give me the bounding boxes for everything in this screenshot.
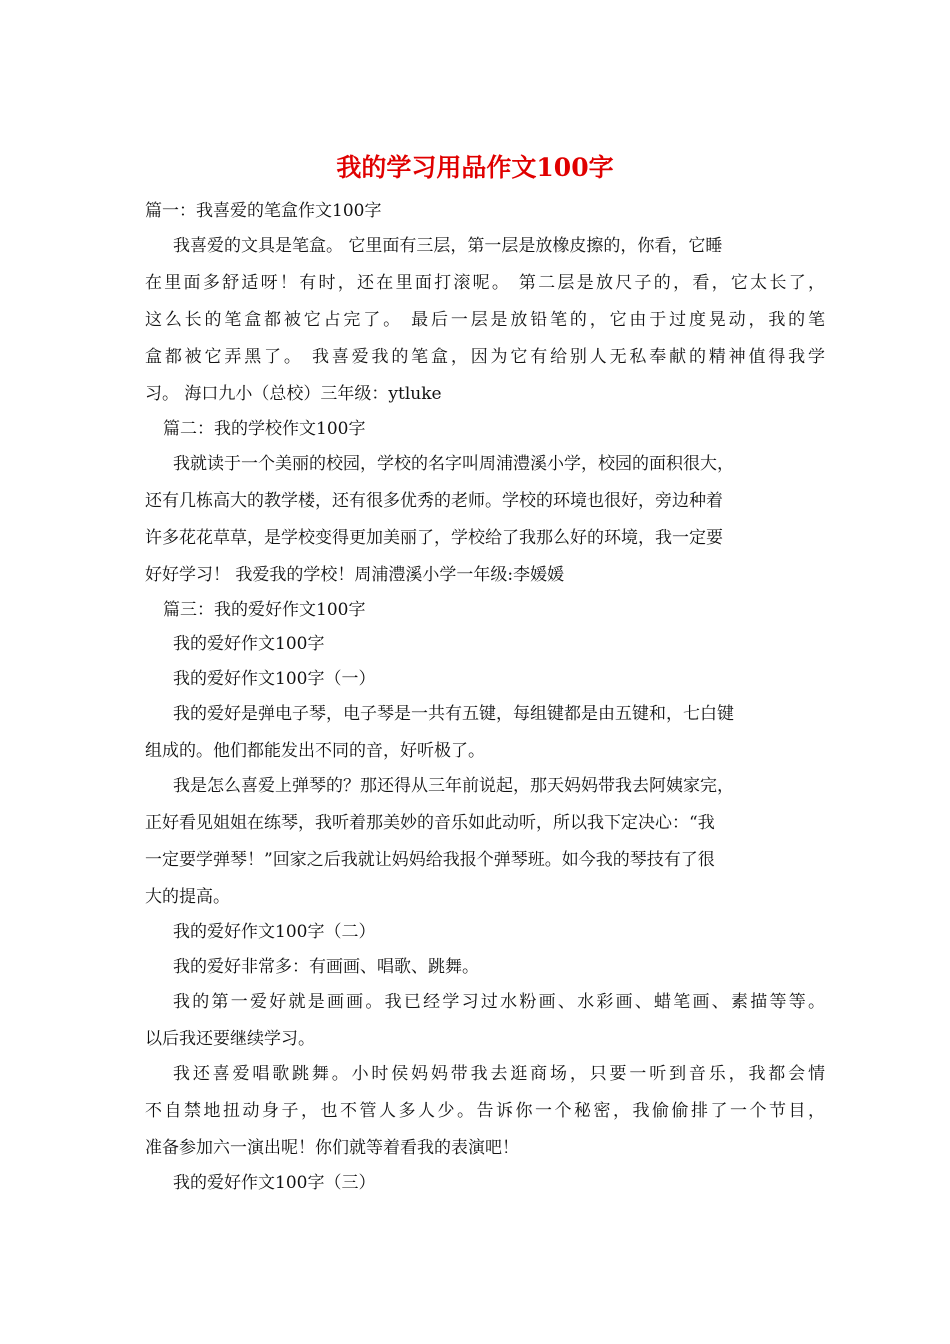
text-line: 我的第一爱好就是画画。我已经学习过水粉画、水彩画、蜡笔画、素描等等。 bbox=[173, 992, 825, 1012]
text-line: 许多花花草草，是学校变得更加美丽了，学校给了我那么好的环境，我一定要 bbox=[145, 528, 723, 548]
text-line: 篇二：我的学校作文100字 bbox=[163, 419, 366, 439]
text-line: 我的爱好作文100字（二） bbox=[173, 922, 376, 942]
text-line: 习。 海口九小（总校）三年级：ytluke bbox=[145, 384, 442, 404]
text-line: 我的爱好非常多：有画画、唱歌、跳舞。 bbox=[173, 957, 479, 977]
text-line: 不自禁地扭动身子，也不管人多人少。告诉你一个秘密，我偷偷排了一个节目， bbox=[145, 1101, 825, 1121]
text-line: 我就读于一个美丽的校园，学校的名字叫周浦澧溪小学，校园的面积很大， bbox=[173, 454, 734, 474]
text-line: 组成的。他们都能发出不同的音，好听极了。 bbox=[145, 741, 485, 761]
text-line: 我的爱好作文100字 bbox=[173, 634, 325, 654]
text-line: 我还喜爱唱歌跳舞。小时侯妈妈带我去逛商场，只要一听到音乐，我都会情 bbox=[173, 1064, 825, 1084]
text-line: 盒都被它弄黑了。 我喜爱我的笔盒，因为它有给别人无私奉献的精神值得我学 bbox=[145, 347, 825, 367]
text-line: 篇三：我的爱好作文100字 bbox=[163, 600, 366, 620]
text-line: 正好看见姐姐在练琴，我听着那美妙的音乐如此动听，所以我下定决心：“我 bbox=[145, 813, 715, 833]
text-line: 准备参加六一演出呢！你们就等着看我的表演吧！ bbox=[145, 1138, 519, 1158]
text-line: 还有几栋高大的教学楼，还有很多优秀的老师。学校的环境也很好，旁边种着 bbox=[145, 491, 723, 511]
text-line: 篇一：我喜爱的笔盒作文100字 bbox=[145, 201, 382, 221]
text-line: 我喜爱的文具是笔盒。 它里面有三层，第一层是放橡皮擦的，你看，它睡 bbox=[173, 236, 723, 256]
text-line: 在里面多舒适呀！有时，还在里面打滚呢。 第二层是放尺子的，看，它太长了， bbox=[145, 273, 825, 293]
text-line: 好好学习！ 我爱我的学校！周浦澧溪小学一年级:李媛媛 bbox=[145, 565, 565, 585]
text-line: 这么长的笔盒都被它占完了。 最后一层是放铅笔的，它由于过度晃动，我的笔 bbox=[145, 310, 825, 330]
text-line: 一定要学弹琴！”回家之后我就让妈妈给我报个弹琴班。如今我的琴技有了很 bbox=[145, 850, 715, 870]
text-line: 我的爱好是弹电子琴，电子琴是一共有五键，每组键都是由五键和，七白键 bbox=[173, 704, 734, 724]
text-line: 大的提高。 bbox=[145, 887, 230, 907]
page-title: 我的学习用品作文100字 bbox=[336, 153, 614, 182]
text-line: 我的爱好作文100字（一） bbox=[173, 669, 376, 689]
text-line: 以后我还要继续学习。 bbox=[145, 1029, 315, 1049]
text-line: 我是怎么喜爱上弹琴的？那还得从三年前说起，那天妈妈带我去阿姨家完， bbox=[173, 776, 734, 796]
text-line: 我的爱好作文100字（三） bbox=[173, 1173, 376, 1193]
